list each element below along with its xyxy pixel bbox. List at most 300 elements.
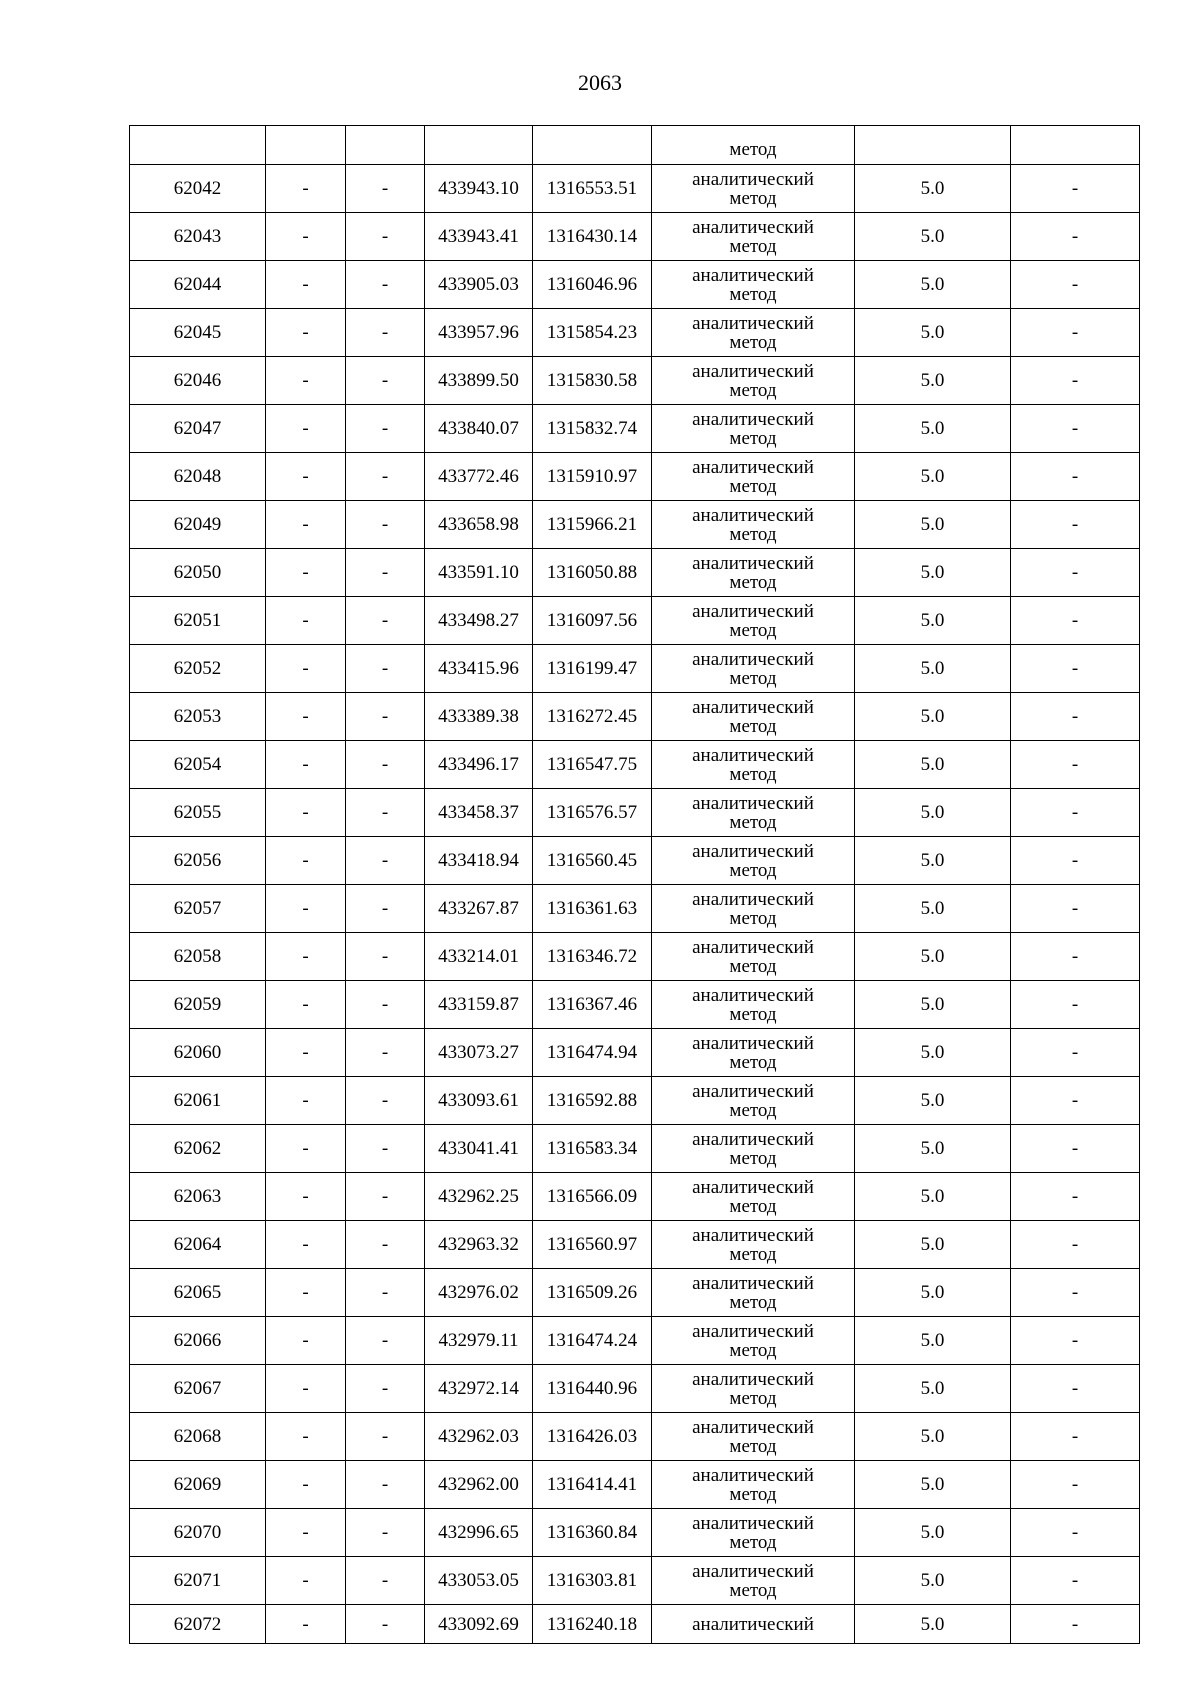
cell-x: 433498.27 bbox=[425, 597, 533, 645]
cell-col2: - bbox=[266, 1461, 346, 1509]
cell-accuracy bbox=[855, 126, 1011, 165]
cell-accuracy: 5.0 bbox=[855, 789, 1011, 837]
method-line2: метод bbox=[729, 1147, 777, 1169]
cell-accuracy: 5.0 bbox=[855, 693, 1011, 741]
cell-col3: - bbox=[346, 1269, 425, 1317]
cell-col8: - bbox=[1011, 1365, 1140, 1413]
cell-accuracy: 5.0 bbox=[855, 981, 1011, 1029]
cell-col2: - bbox=[266, 501, 346, 549]
cell-col2: - bbox=[266, 1125, 346, 1173]
cell-y: 1316566.09 bbox=[533, 1173, 652, 1221]
cell-col8: - bbox=[1011, 1077, 1140, 1125]
cell-method bbox=[652, 213, 855, 261]
method-line2: метод bbox=[729, 1579, 777, 1601]
table-row bbox=[130, 1365, 1140, 1413]
cell-col3: - bbox=[346, 837, 425, 885]
cell-id: 62065 bbox=[130, 1269, 266, 1317]
cell-col8: - bbox=[1011, 213, 1140, 261]
method-line1: аналитический bbox=[692, 168, 814, 190]
method-line1: аналитический bbox=[692, 1416, 814, 1438]
cell-x: 433389.38 bbox=[425, 693, 533, 741]
cell-col2: - bbox=[266, 549, 346, 597]
cell-x: 433840.07 bbox=[425, 405, 533, 453]
cell-col8: - bbox=[1011, 1317, 1140, 1365]
cell-col2 bbox=[266, 126, 346, 165]
method-line2: метод bbox=[729, 667, 777, 689]
method-line1: аналитический bbox=[692, 600, 814, 622]
cell-method bbox=[652, 1605, 855, 1644]
cell-id bbox=[130, 126, 266, 165]
cell-col3: - bbox=[346, 549, 425, 597]
table-row bbox=[130, 1461, 1140, 1509]
table-row-continued bbox=[130, 126, 1140, 165]
cell-method bbox=[652, 357, 855, 405]
method-line2: метод bbox=[729, 138, 777, 160]
cell-col3: - bbox=[346, 933, 425, 981]
coordinates-table bbox=[129, 125, 1140, 1644]
cell-col8: - bbox=[1011, 693, 1140, 741]
cell-accuracy: 5.0 bbox=[855, 1317, 1011, 1365]
method-line1: аналитический bbox=[692, 312, 814, 334]
table-row bbox=[130, 501, 1140, 549]
cell-id: 62043 bbox=[130, 213, 266, 261]
cell-col8: - bbox=[1011, 165, 1140, 213]
cell-y: 1316050.88 bbox=[533, 549, 652, 597]
cell-id: 62071 bbox=[130, 1557, 266, 1605]
method-line1: аналитический bbox=[692, 264, 814, 286]
cell-y: 1316583.34 bbox=[533, 1125, 652, 1173]
cell-y: 1315910.97 bbox=[533, 453, 652, 501]
cell-y: 1316576.57 bbox=[533, 789, 652, 837]
cell-id: 62059 bbox=[130, 981, 266, 1029]
cell-col3: - bbox=[346, 309, 425, 357]
method-line2: метод bbox=[729, 1099, 777, 1121]
cell-accuracy: 5.0 bbox=[855, 1221, 1011, 1269]
cell-method bbox=[652, 885, 855, 933]
table-row bbox=[130, 213, 1140, 261]
cell-x: 433214.01 bbox=[425, 933, 533, 981]
cell-method bbox=[652, 981, 855, 1029]
cell-x: 433267.87 bbox=[425, 885, 533, 933]
cell-col3: - bbox=[346, 1317, 425, 1365]
method-line2: метод bbox=[729, 523, 777, 545]
cell-col2: - bbox=[266, 1365, 346, 1413]
cell-col2: - bbox=[266, 597, 346, 645]
cell-y: 1316360.84 bbox=[533, 1509, 652, 1557]
cell-id: 62044 bbox=[130, 261, 266, 309]
table-row bbox=[130, 597, 1140, 645]
cell-col3: - bbox=[346, 1173, 425, 1221]
cell-y: 1316199.47 bbox=[533, 645, 652, 693]
cell-x: 433159.87 bbox=[425, 981, 533, 1029]
cell-col8: - bbox=[1011, 837, 1140, 885]
method-line1: аналитический bbox=[692, 552, 814, 574]
cell-col3: - bbox=[346, 1557, 425, 1605]
cell-accuracy: 5.0 bbox=[855, 501, 1011, 549]
cell-x: 433092.69 bbox=[425, 1605, 533, 1644]
table-row bbox=[130, 1221, 1140, 1269]
method-line1: аналитический bbox=[692, 1224, 814, 1246]
cell-id: 62062 bbox=[130, 1125, 266, 1173]
cell-col2: - bbox=[266, 1317, 346, 1365]
cell-accuracy: 5.0 bbox=[855, 165, 1011, 213]
method-line2: метод bbox=[729, 1003, 777, 1025]
cell-x: 432972.14 bbox=[425, 1365, 533, 1413]
method-line2: метод bbox=[729, 859, 777, 881]
cell-y: 1316426.03 bbox=[533, 1413, 652, 1461]
cell-col2: - bbox=[266, 1077, 346, 1125]
cell-col8: - bbox=[1011, 1509, 1140, 1557]
cell-col8: - bbox=[1011, 981, 1140, 1029]
cell-accuracy: 5.0 bbox=[855, 933, 1011, 981]
cell-y: 1316367.46 bbox=[533, 981, 652, 1029]
method-line1: аналитический bbox=[692, 648, 814, 670]
cell-x: 433053.05 bbox=[425, 1557, 533, 1605]
cell-col3: - bbox=[346, 741, 425, 789]
method-line2: метод bbox=[729, 475, 777, 497]
cell-col8: - bbox=[1011, 1461, 1140, 1509]
cell-col3: - bbox=[346, 165, 425, 213]
cell-col3: - bbox=[346, 261, 425, 309]
table-row bbox=[130, 933, 1140, 981]
method-line2: метод bbox=[729, 235, 777, 257]
cell-y: 1316414.41 bbox=[533, 1461, 652, 1509]
method-line1: аналитический bbox=[692, 216, 814, 238]
cell-col2: - bbox=[266, 453, 346, 501]
cell-x: 432976.02 bbox=[425, 1269, 533, 1317]
cell-accuracy: 5.0 bbox=[855, 213, 1011, 261]
cell-y: 1316547.75 bbox=[533, 741, 652, 789]
cell-col2: - bbox=[266, 1269, 346, 1317]
cell-y: 1315832.74 bbox=[533, 405, 652, 453]
cell-x: 433415.96 bbox=[425, 645, 533, 693]
method-line1: аналитический bbox=[692, 1032, 814, 1054]
cell-accuracy: 5.0 bbox=[855, 1125, 1011, 1173]
cell-col3: - bbox=[346, 453, 425, 501]
cell-x: 432962.00 bbox=[425, 1461, 533, 1509]
cell-col8: - bbox=[1011, 1605, 1140, 1644]
cell-accuracy: 5.0 bbox=[855, 597, 1011, 645]
cell-method bbox=[652, 165, 855, 213]
cell-col3: - bbox=[346, 693, 425, 741]
cell-method bbox=[652, 1221, 855, 1269]
method-line1: аналитический bbox=[692, 360, 814, 382]
cell-col3: - bbox=[346, 1461, 425, 1509]
cell-x: 432979.11 bbox=[425, 1317, 533, 1365]
cell-col2: - bbox=[266, 789, 346, 837]
cell-col3: - bbox=[346, 885, 425, 933]
cell-method bbox=[652, 309, 855, 357]
cell-col3: - bbox=[346, 1509, 425, 1557]
table-row bbox=[130, 885, 1140, 933]
cell-method bbox=[652, 933, 855, 981]
cell-col2: - bbox=[266, 1557, 346, 1605]
cell-method bbox=[652, 405, 855, 453]
cell-col3: - bbox=[346, 789, 425, 837]
cell-col8: - bbox=[1011, 1125, 1140, 1173]
cell-col8: - bbox=[1011, 357, 1140, 405]
cell-col8: - bbox=[1011, 1557, 1140, 1605]
table-row bbox=[130, 165, 1140, 213]
cell-col2: - bbox=[266, 693, 346, 741]
method-line1: аналитический bbox=[692, 456, 814, 478]
cell-col2: - bbox=[266, 1509, 346, 1557]
cell-col8: - bbox=[1011, 885, 1140, 933]
method-line1: аналитический bbox=[692, 840, 814, 862]
cell-method bbox=[652, 1509, 855, 1557]
method-line1: аналитический bbox=[692, 1320, 814, 1342]
method-line2: метод bbox=[729, 955, 777, 977]
cell-x: 432996.65 bbox=[425, 1509, 533, 1557]
cell-accuracy: 5.0 bbox=[855, 1077, 1011, 1125]
cell-id: 62063 bbox=[130, 1173, 266, 1221]
cell-id: 62053 bbox=[130, 693, 266, 741]
cell-method bbox=[652, 693, 855, 741]
cell-y: 1316272.45 bbox=[533, 693, 652, 741]
cell-accuracy: 5.0 bbox=[855, 837, 1011, 885]
cell-method bbox=[652, 1077, 855, 1125]
cell-col3: - bbox=[346, 1221, 425, 1269]
method-line1: аналитический bbox=[692, 1272, 814, 1294]
cell-x bbox=[425, 126, 533, 165]
method-line2: метод bbox=[729, 1435, 777, 1457]
table-row bbox=[130, 693, 1140, 741]
cell-col2: - bbox=[266, 405, 346, 453]
cell-y: 1316303.81 bbox=[533, 1557, 652, 1605]
cell-id: 62068 bbox=[130, 1413, 266, 1461]
method-line1: аналитический bbox=[692, 1512, 814, 1534]
cell-y: 1315966.21 bbox=[533, 501, 652, 549]
cell-col3: - bbox=[346, 1413, 425, 1461]
cell-col2: - bbox=[266, 1029, 346, 1077]
cell-id: 62049 bbox=[130, 501, 266, 549]
cell-y: 1316553.51 bbox=[533, 165, 652, 213]
cell-accuracy: 5.0 bbox=[855, 357, 1011, 405]
method-line2: метод bbox=[729, 1051, 777, 1073]
cell-method bbox=[652, 549, 855, 597]
cell-id: 62047 bbox=[130, 405, 266, 453]
cell-y: 1316560.45 bbox=[533, 837, 652, 885]
cell-y: 1316240.18 bbox=[533, 1605, 652, 1644]
cell-y: 1315830.58 bbox=[533, 357, 652, 405]
cell-x: 433943.41 bbox=[425, 213, 533, 261]
page-number: 2063 bbox=[578, 70, 622, 95]
method-line2: метод bbox=[729, 763, 777, 785]
cell-id: 62066 bbox=[130, 1317, 266, 1365]
cell-col8: - bbox=[1011, 1413, 1140, 1461]
cell-method bbox=[652, 597, 855, 645]
cell-x: 433496.17 bbox=[425, 741, 533, 789]
cell-id: 62058 bbox=[130, 933, 266, 981]
cell-method bbox=[652, 1461, 855, 1509]
cell-accuracy: 5.0 bbox=[855, 1605, 1011, 1644]
cell-x: 433772.46 bbox=[425, 453, 533, 501]
cell-x: 432962.03 bbox=[425, 1413, 533, 1461]
cell-accuracy: 5.0 bbox=[855, 549, 1011, 597]
method-line1: аналитический bbox=[692, 504, 814, 526]
cell-col8: - bbox=[1011, 549, 1140, 597]
cell-col2: - bbox=[266, 741, 346, 789]
cell-id: 62069 bbox=[130, 1461, 266, 1509]
cell-col2: - bbox=[266, 309, 346, 357]
cell-method bbox=[652, 453, 855, 501]
cell-id: 62061 bbox=[130, 1077, 266, 1125]
cell-y: 1316346.72 bbox=[533, 933, 652, 981]
cell-y: 1316560.97 bbox=[533, 1221, 652, 1269]
table-row bbox=[130, 405, 1140, 453]
method-line2: метод bbox=[729, 715, 777, 737]
cell-col2: - bbox=[266, 1221, 346, 1269]
cell-x: 433073.27 bbox=[425, 1029, 533, 1077]
cell-col3: - bbox=[346, 1605, 425, 1644]
cell-x: 433905.03 bbox=[425, 261, 533, 309]
table-row bbox=[130, 1317, 1140, 1365]
cell-method bbox=[652, 645, 855, 693]
cell-accuracy: 5.0 bbox=[855, 405, 1011, 453]
cell-col2: - bbox=[266, 357, 346, 405]
method-line1: аналитический bbox=[692, 888, 814, 910]
cell-method bbox=[652, 789, 855, 837]
cell-col3 bbox=[346, 126, 425, 165]
cell-y: 1316474.94 bbox=[533, 1029, 652, 1077]
cell-id: 62056 bbox=[130, 837, 266, 885]
cell-x: 433957.96 bbox=[425, 309, 533, 357]
table-row bbox=[130, 357, 1140, 405]
method-line1: аналитический bbox=[692, 1128, 814, 1150]
cell-id: 62057 bbox=[130, 885, 266, 933]
cell-method bbox=[652, 1557, 855, 1605]
cell-id: 62051 bbox=[130, 597, 266, 645]
cell-x: 433899.50 bbox=[425, 357, 533, 405]
cell-id: 62054 bbox=[130, 741, 266, 789]
cell-id: 62046 bbox=[130, 357, 266, 405]
cell-col2: - bbox=[266, 1413, 346, 1461]
cell-x: 432963.32 bbox=[425, 1221, 533, 1269]
cell-accuracy: 5.0 bbox=[855, 453, 1011, 501]
cell-x: 433458.37 bbox=[425, 789, 533, 837]
method-line2: метод bbox=[729, 1531, 777, 1553]
table-row bbox=[130, 549, 1140, 597]
cell-accuracy: 5.0 bbox=[855, 1269, 1011, 1317]
cell-x: 433041.41 bbox=[425, 1125, 533, 1173]
table-body bbox=[130, 126, 1140, 1644]
method-line2: метод bbox=[729, 907, 777, 929]
method-line2: метод bbox=[729, 1195, 777, 1217]
cell-method bbox=[652, 1413, 855, 1461]
cell-accuracy: 5.0 bbox=[855, 741, 1011, 789]
cell-col3: - bbox=[346, 1365, 425, 1413]
cell-col3: - bbox=[346, 213, 425, 261]
method-line1: аналитический bbox=[692, 1464, 814, 1486]
table-row bbox=[130, 837, 1140, 885]
cell-col3: - bbox=[346, 1077, 425, 1125]
cell-col3: - bbox=[346, 501, 425, 549]
cell-accuracy: 5.0 bbox=[855, 885, 1011, 933]
cell-y: 1316474.24 bbox=[533, 1317, 652, 1365]
cell-col8: - bbox=[1011, 597, 1140, 645]
cell-x: 432962.25 bbox=[425, 1173, 533, 1221]
cell-col8: - bbox=[1011, 741, 1140, 789]
cell-col8: - bbox=[1011, 789, 1140, 837]
method-line1: аналитический bbox=[692, 936, 814, 958]
cell-id: 62070 bbox=[130, 1509, 266, 1557]
method-line2: метод bbox=[729, 1243, 777, 1265]
cell-method bbox=[652, 741, 855, 789]
cell-id: 62050 bbox=[130, 549, 266, 597]
cell-x: 433418.94 bbox=[425, 837, 533, 885]
table-row bbox=[130, 645, 1140, 693]
method-line2: метод bbox=[729, 427, 777, 449]
table-row bbox=[130, 1269, 1140, 1317]
cell-col8: - bbox=[1011, 1029, 1140, 1077]
method-line1: аналитический bbox=[692, 1560, 814, 1582]
method-line2: метод bbox=[729, 187, 777, 209]
cell-col8: - bbox=[1011, 933, 1140, 981]
table-row bbox=[130, 261, 1140, 309]
cell-x: 433591.10 bbox=[425, 549, 533, 597]
cell-id: 62060 bbox=[130, 1029, 266, 1077]
cell-accuracy: 5.0 bbox=[855, 1413, 1011, 1461]
cell-accuracy: 5.0 bbox=[855, 645, 1011, 693]
cell-col3: - bbox=[346, 1029, 425, 1077]
cell-y bbox=[533, 126, 652, 165]
cell-x: 433093.61 bbox=[425, 1077, 533, 1125]
cell-col8: - bbox=[1011, 405, 1140, 453]
cell-accuracy: 5.0 bbox=[855, 1461, 1011, 1509]
cell-method bbox=[652, 1125, 855, 1173]
table-row bbox=[130, 1029, 1140, 1077]
cell-accuracy: 5.0 bbox=[855, 309, 1011, 357]
table-row bbox=[130, 309, 1140, 357]
cell-col8: - bbox=[1011, 645, 1140, 693]
cell-accuracy: 5.0 bbox=[855, 1509, 1011, 1557]
cell-col2: - bbox=[266, 933, 346, 981]
cell-col3: - bbox=[346, 405, 425, 453]
cell-y: 1315854.23 bbox=[533, 309, 652, 357]
cell-col3: - bbox=[346, 645, 425, 693]
cell-col2: - bbox=[266, 261, 346, 309]
method-line1: аналитический bbox=[692, 744, 814, 766]
cell-y: 1316440.96 bbox=[533, 1365, 652, 1413]
cell-col8: - bbox=[1011, 261, 1140, 309]
cell-method bbox=[652, 1317, 855, 1365]
method-line1: аналитический bbox=[692, 1080, 814, 1102]
method-line1: аналитический bbox=[692, 408, 814, 430]
cell-x: 433658.98 bbox=[425, 501, 533, 549]
cell-col2: - bbox=[266, 837, 346, 885]
method-line2: метод bbox=[729, 811, 777, 833]
cell-x: 433943.10 bbox=[425, 165, 533, 213]
table-row bbox=[130, 1413, 1140, 1461]
table-row bbox=[130, 1173, 1140, 1221]
cell-col3: - bbox=[346, 597, 425, 645]
table-row-last bbox=[130, 1605, 1140, 1644]
method-line2: метод bbox=[729, 619, 777, 641]
cell-id: 62055 bbox=[130, 789, 266, 837]
cell-method bbox=[652, 1029, 855, 1077]
cell-accuracy: 5.0 bbox=[855, 1029, 1011, 1077]
method-line2: метод bbox=[729, 1291, 777, 1313]
method-line2: метод bbox=[729, 571, 777, 593]
table-row bbox=[130, 453, 1140, 501]
cell-col2: - bbox=[266, 1173, 346, 1221]
table-row bbox=[130, 789, 1140, 837]
cell-method bbox=[652, 261, 855, 309]
method-line2: метод bbox=[729, 1387, 777, 1409]
method-line2: метод bbox=[729, 283, 777, 305]
cell-col8: - bbox=[1011, 1269, 1140, 1317]
cell-accuracy: 5.0 bbox=[855, 1365, 1011, 1413]
